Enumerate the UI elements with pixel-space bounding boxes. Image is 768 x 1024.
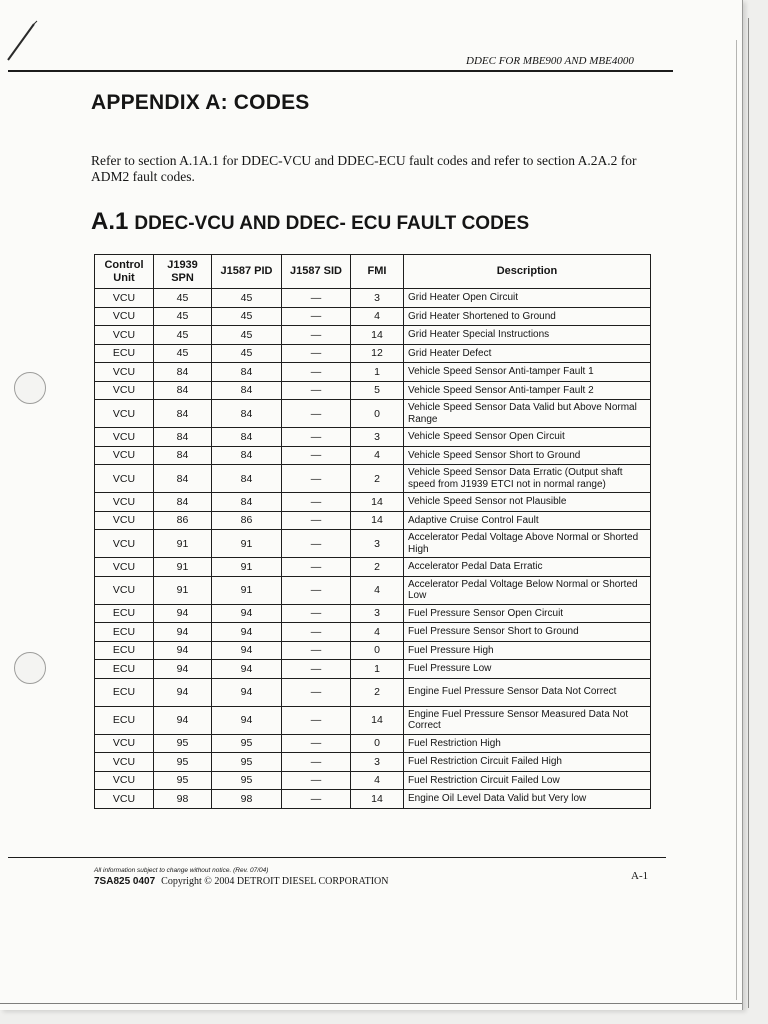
cell-fmi: 4 (351, 446, 404, 465)
table-row (95, 363, 651, 382)
cell-description: Vehicle Speed Sensor Anti-tamper Fault 2 (404, 381, 651, 400)
cell-description: Adaptive Cruise Control Fault (404, 511, 651, 530)
cell-spn: 45 (154, 289, 212, 308)
cell-pid: 84 (212, 363, 282, 382)
col-header-spn: J1939 SPN (154, 255, 212, 289)
table-row (95, 604, 651, 623)
cell-sid: — (282, 558, 351, 577)
cell-sid: — (282, 623, 351, 642)
cell-fmi: 5 (351, 381, 404, 400)
cell-pid: 84 (212, 465, 282, 493)
cell-sid: — (282, 604, 351, 623)
footer-copyright-line (94, 876, 389, 887)
cell-description: Vehicle Speed Sensor not Plausible (404, 493, 651, 512)
cell-description: Engine Oil Level Data Valid but Very low (404, 790, 651, 809)
cell-fmi: 14 (351, 493, 404, 512)
cell-control-unit: VCU (95, 753, 154, 772)
page-number: A-1 (631, 870, 649, 882)
copyright-text: Copyright © 2004 DETROIT DIESEL CORPORATION (161, 876, 389, 887)
cell-pid: 84 (212, 400, 282, 428)
corner-fold-mark (4, 20, 38, 66)
cell-description: Fuel Restriction Circuit Failed High (404, 753, 651, 772)
cell-sid: — (282, 706, 351, 734)
cell-description: Grid Heater Open Circuit (404, 289, 651, 308)
cell-sid: — (282, 446, 351, 465)
cell-control-unit: ECU (95, 641, 154, 660)
cell-spn: 86 (154, 511, 212, 530)
cell-sid: — (282, 753, 351, 772)
cell-description: Fuel Pressure Low (404, 660, 651, 679)
cell-description: Fuel Pressure High (404, 641, 651, 660)
cell-control-unit: ECU (95, 678, 154, 706)
col-header-description: Description (404, 255, 651, 289)
table-row (95, 641, 651, 660)
cell-fmi: 12 (351, 344, 404, 363)
table-header-row (95, 255, 651, 289)
cell-pid: 45 (212, 344, 282, 363)
table-row (95, 576, 651, 604)
cell-control-unit: VCU (95, 326, 154, 345)
cell-pid: 84 (212, 446, 282, 465)
cell-control-unit: VCU (95, 446, 154, 465)
cell-pid: 98 (212, 790, 282, 809)
cell-control-unit: VCU (95, 400, 154, 428)
cell-fmi: 14 (351, 511, 404, 530)
cell-spn: 94 (154, 604, 212, 623)
cell-spn: 95 (154, 753, 212, 772)
cell-pid: 94 (212, 604, 282, 623)
cell-spn: 91 (154, 558, 212, 577)
table-row (95, 678, 651, 706)
cell-description: Fuel Pressure Sensor Open Circuit (404, 604, 651, 623)
cell-pid: 94 (212, 623, 282, 642)
cell-fmi: 4 (351, 623, 404, 642)
cell-sid: — (282, 428, 351, 447)
cell-spn: 95 (154, 771, 212, 790)
table-row (95, 344, 651, 363)
intro-paragraph: Refer to section A.1A.1 for DDEC-VCU and DDEC-ECU fault codes and refer to section A.2A.2 for ADM2 fault codes. (91, 153, 637, 184)
cell-spn: 84 (154, 465, 212, 493)
cell-fmi: 2 (351, 558, 404, 577)
cell-control-unit: VCU (95, 771, 154, 790)
document-code: 7SA825 0407 (94, 876, 156, 887)
cell-spn: 84 (154, 428, 212, 447)
punch-hole-lower (14, 652, 46, 684)
cell-control-unit: ECU (95, 660, 154, 679)
table-row (95, 753, 651, 772)
cell-pid: 45 (212, 289, 282, 308)
cell-description: Fuel Restriction Circuit Failed Low (404, 771, 651, 790)
table-row (95, 493, 651, 512)
section-heading (91, 208, 529, 236)
cell-control-unit: VCU (95, 363, 154, 382)
cell-pid: 94 (212, 660, 282, 679)
cell-sid: — (282, 576, 351, 604)
cell-fmi: 4 (351, 307, 404, 326)
cell-pid: 45 (212, 326, 282, 345)
cell-spn: 45 (154, 326, 212, 345)
cell-sid: — (282, 530, 351, 558)
col-header-pid: J1587 PID (212, 255, 282, 289)
table-row (95, 790, 651, 809)
cell-description: Vehicle Speed Sensor Data Erratic (Output shaft speed from J1939 ETCI not in normal range) (404, 465, 651, 493)
cell-description: Engine Fuel Pressure Sensor Measured Data Not Correct (404, 706, 651, 734)
table-row (95, 530, 651, 558)
cell-spn: 84 (154, 446, 212, 465)
running-head: DDEC FOR MBE900 AND MBE4000 (466, 55, 634, 67)
cell-spn: 98 (154, 790, 212, 809)
cell-sid: — (282, 790, 351, 809)
cell-fmi: 4 (351, 771, 404, 790)
cell-pid: 94 (212, 706, 282, 734)
cell-sid: — (282, 289, 351, 308)
cell-pid: 95 (212, 753, 282, 772)
cell-sid: — (282, 400, 351, 428)
cell-spn: 45 (154, 307, 212, 326)
page-bottom-edge (0, 1003, 742, 1004)
cell-sid: — (282, 381, 351, 400)
cell-pid: 86 (212, 511, 282, 530)
footer-rule (8, 857, 666, 858)
cell-pid: 95 (212, 771, 282, 790)
cell-fmi: 14 (351, 326, 404, 345)
cell-spn: 84 (154, 400, 212, 428)
cell-control-unit: VCU (95, 493, 154, 512)
cell-control-unit: VCU (95, 530, 154, 558)
cell-fmi: 2 (351, 465, 404, 493)
cell-fmi: 14 (351, 706, 404, 734)
cell-sid: — (282, 678, 351, 706)
cell-spn: 95 (154, 734, 212, 753)
cell-fmi: 4 (351, 576, 404, 604)
col-header-fmi: FMI (351, 255, 404, 289)
cell-control-unit: VCU (95, 428, 154, 447)
cell-fmi: 0 (351, 641, 404, 660)
cell-fmi: 14 (351, 790, 404, 809)
cell-spn: 84 (154, 363, 212, 382)
punch-hole-upper (14, 372, 46, 404)
table-row (95, 428, 651, 447)
cell-description: Grid Heater Shortened to Ground (404, 307, 651, 326)
footer-note: All information subject to change without notice. (Rev. 07/04) (94, 867, 269, 874)
cell-sid: — (282, 493, 351, 512)
cell-fmi: 3 (351, 753, 404, 772)
table-row (95, 326, 651, 345)
col-header-control-unit: Control Unit (95, 255, 154, 289)
cell-control-unit: VCU (95, 511, 154, 530)
cell-control-unit: ECU (95, 604, 154, 623)
cell-sid: — (282, 326, 351, 345)
cell-fmi: 1 (351, 660, 404, 679)
cell-control-unit: VCU (95, 289, 154, 308)
table-row (95, 558, 651, 577)
cell-spn: 94 (154, 660, 212, 679)
cell-description: Grid Heater Special Instructions (404, 326, 651, 345)
cell-spn: 94 (154, 623, 212, 642)
cell-description: Vehicle Speed Sensor Anti-tamper Fault 1 (404, 363, 651, 382)
cell-spn: 84 (154, 493, 212, 512)
cell-sid: — (282, 465, 351, 493)
cell-description: Fuel Pressure Sensor Short to Ground (404, 623, 651, 642)
table-row (95, 771, 651, 790)
cell-pid: 91 (212, 530, 282, 558)
cell-control-unit: VCU (95, 576, 154, 604)
cell-fmi: 0 (351, 400, 404, 428)
fault-codes-table (94, 254, 651, 809)
cell-description: Engine Fuel Pressure Sensor Data Not Correct (404, 678, 651, 706)
cell-sid: — (282, 344, 351, 363)
cell-fmi: 2 (351, 678, 404, 706)
table-row (95, 289, 651, 308)
cell-sid: — (282, 641, 351, 660)
page-edge-line (736, 40, 737, 1000)
cell-description: Vehicle Speed Sensor Short to Ground (404, 446, 651, 465)
cell-control-unit: VCU (95, 558, 154, 577)
cell-spn: 91 (154, 576, 212, 604)
cell-sid: — (282, 511, 351, 530)
cell-fmi: 3 (351, 530, 404, 558)
cell-description: Vehicle Speed Sensor Data Valid but Above Normal Range (404, 400, 651, 428)
cell-control-unit: ECU (95, 344, 154, 363)
table-row (95, 400, 651, 428)
cell-fmi: 3 (351, 428, 404, 447)
cell-description: Vehicle Speed Sensor Open Circuit (404, 428, 651, 447)
cell-pid: 94 (212, 678, 282, 706)
cell-control-unit: VCU (95, 307, 154, 326)
cell-description: Fuel Restriction High (404, 734, 651, 753)
cell-control-unit: VCU (95, 734, 154, 753)
table-row (95, 511, 651, 530)
cell-spn: 94 (154, 706, 212, 734)
cell-sid: — (282, 660, 351, 679)
header-rule (8, 70, 673, 72)
cell-fmi: 1 (351, 363, 404, 382)
cell-pid: 95 (212, 734, 282, 753)
cell-fmi: 3 (351, 289, 404, 308)
cell-pid: 45 (212, 307, 282, 326)
cell-fmi: 3 (351, 604, 404, 623)
table-row (95, 623, 651, 642)
cell-pid: 94 (212, 641, 282, 660)
cell-sid: — (282, 363, 351, 382)
table-row (95, 381, 651, 400)
cell-pid: 84 (212, 493, 282, 512)
cell-pid: 91 (212, 576, 282, 604)
col-header-sid: J1587 SID (282, 255, 351, 289)
cell-description: Accelerator Pedal Voltage Above Normal or Shorted High (404, 530, 651, 558)
cell-spn: 94 (154, 641, 212, 660)
cell-control-unit: ECU (95, 706, 154, 734)
table-row (95, 660, 651, 679)
page-edge-line (748, 18, 749, 1008)
cell-sid: — (282, 307, 351, 326)
cell-description: Grid Heater Defect (404, 344, 651, 363)
table-row (95, 734, 651, 753)
cell-sid: — (282, 771, 351, 790)
table-row (95, 446, 651, 465)
table-row (95, 465, 651, 493)
table-row (95, 706, 651, 734)
cell-fmi: 0 (351, 734, 404, 753)
section-title: DDEC-VCU AND DDEC- ECU FAULT CODES (134, 213, 530, 234)
cell-spn: 94 (154, 678, 212, 706)
cell-pid: 84 (212, 428, 282, 447)
cell-sid: — (282, 734, 351, 753)
cell-control-unit: ECU (95, 623, 154, 642)
cell-spn: 91 (154, 530, 212, 558)
cell-spn: 84 (154, 381, 212, 400)
cell-description: Accelerator Pedal Voltage Below Normal or Shorted Low (404, 576, 651, 604)
cell-control-unit: VCU (95, 790, 154, 809)
cell-spn: 45 (154, 344, 212, 363)
cell-pid: 91 (212, 558, 282, 577)
cell-description: Accelerator Pedal Data Erratic (404, 558, 651, 577)
cell-control-unit: VCU (95, 465, 154, 493)
table-row (95, 307, 651, 326)
appendix-title: APPENDIX A: CODES (91, 91, 310, 114)
section-number: A.1 (91, 208, 129, 235)
cell-control-unit: VCU (95, 381, 154, 400)
cell-pid: 84 (212, 381, 282, 400)
